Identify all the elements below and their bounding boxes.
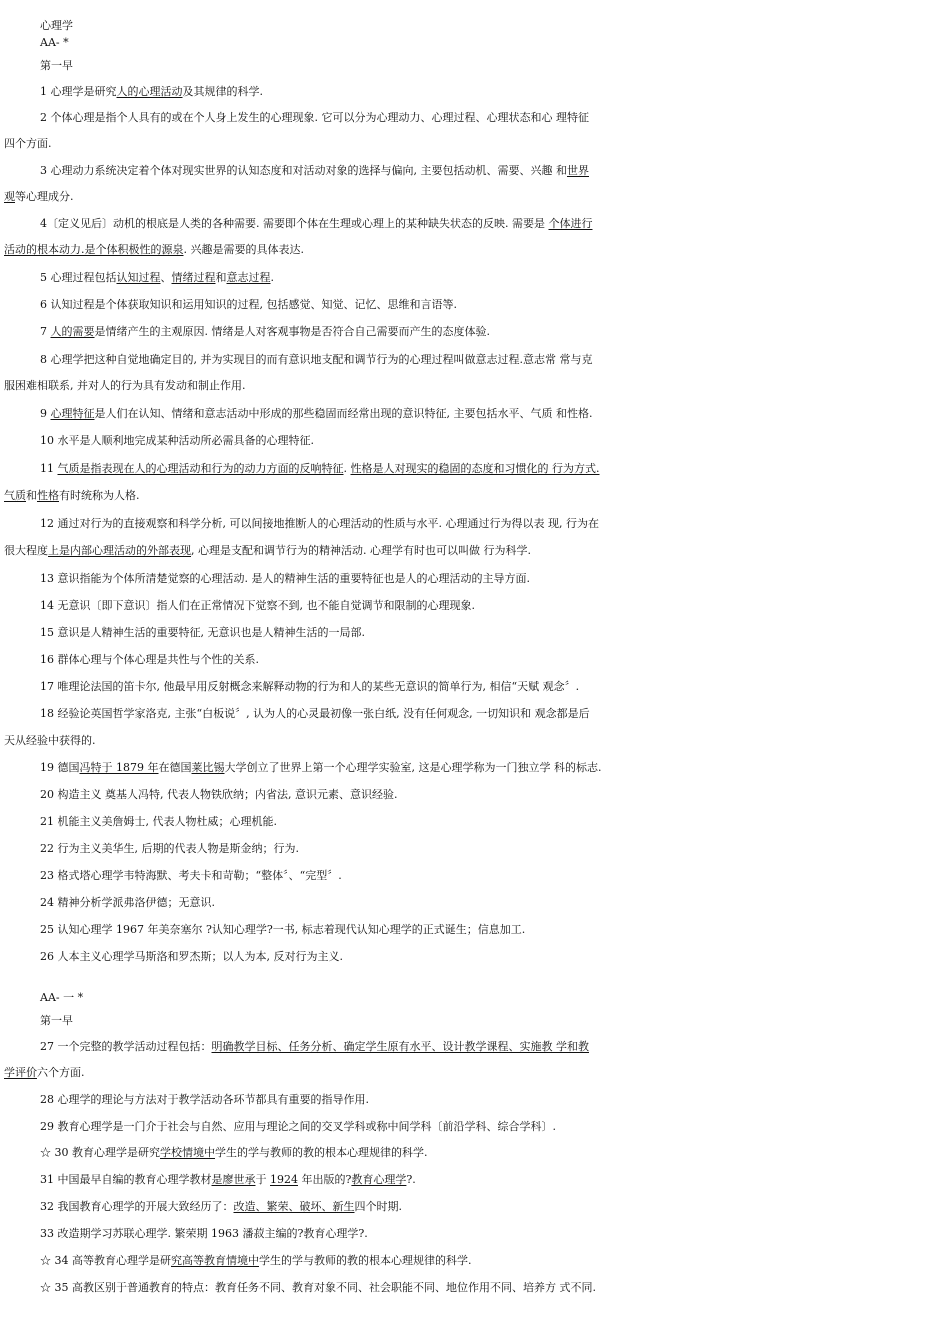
text-run: 年出版的?: [298, 1173, 352, 1186]
text-run: 6 认知过程是个体获取知识和运用知识的过程, 包括感觉、知觉、记忆、思维和言语等.: [40, 298, 457, 311]
text-run: ?.: [406, 1173, 416, 1186]
text-run: 1 心理学是研究: [40, 85, 117, 98]
list-item: [0, 596, 950, 616]
underlined-term: 认知过程: [116, 271, 161, 284]
underlined-term: 是廖世承: [211, 1173, 256, 1186]
text-run: 26 人本主义心理学马斯洛和罗杰斯；以人为本, 反对行为主义.: [40, 950, 343, 963]
text-run: 有时统称为人格.: [59, 489, 140, 502]
list-item: [0, 108, 950, 128]
underlined-term: 性格: [37, 489, 59, 502]
text-run: 27 一个完整的教学活动过程包括：: [40, 1040, 212, 1053]
list-item: [0, 1090, 950, 1110]
text-run: 服困难相联系, 并对人的行为具有发动和制止作用.: [4, 379, 246, 392]
list-item: [0, 839, 950, 859]
underlined-term: 个体进行: [548, 217, 593, 230]
list-item-continuation: [0, 541, 950, 561]
doc-title: 心理学: [40, 19, 73, 32]
text-run: 22 行为主义美华生, 后期的代表人物是斯金纳；行为.: [40, 842, 299, 855]
list-item: [0, 758, 950, 778]
text-run: 29 教育心理学是一门介于社会与自然、应用与理论之间的交叉学科或称中间学科〔前沿学科、综合学科〕.: [40, 1120, 556, 1133]
text-run: 4〔定义见后〕动机的根底是人类的各种需要. 需要即个体在生理或心理上的某种缺失状态的反映. 需要是: [40, 217, 549, 230]
text-run: 很大程度: [4, 544, 48, 557]
underlined-term: 上是内部心理活动的外部表现: [48, 544, 191, 557]
text-run: 3 心理动力系统决定着个体对现实世界的认知态度和对活动对象的选择与偏向, 主要包括动机、需要、兴趣 和: [40, 164, 567, 177]
text-run: 在德国: [158, 761, 192, 774]
list-item: [0, 214, 950, 234]
list-item: [0, 82, 950, 102]
text-run: 33 改造期学习苏联心理学. 繁荣期 1963 潘菽主编的?教育心理学?.: [40, 1227, 368, 1240]
list-item-continuation: [0, 240, 950, 260]
list-item-continuation: [0, 376, 950, 396]
list-item: [0, 1278, 950, 1298]
text-run: 13 意识指能为个体所清楚觉察的心理活动. 是人的精神生活的重要特征也是人的心理活动的主导方面.: [40, 572, 530, 585]
underlined-term: 学评价: [4, 1066, 37, 1079]
underlined-term: 明确教学目标、任务分析、确定学生原有水平、设计教学课程、实施教 学和教: [211, 1040, 589, 1053]
list-item: [0, 704, 950, 724]
text-run: 和: [26, 489, 37, 502]
list-item: [0, 1224, 950, 1244]
text-run: 32 我国教育心理学的开展大致经历了：: [40, 1200, 234, 1213]
list-item: [0, 161, 950, 181]
list-item: [0, 623, 950, 643]
text-run: ☆ 30 教育心理学是研究: [40, 1146, 160, 1159]
text-run: 10 水平是人顺利地完成某种活动所必需具备的心理特征.: [40, 434, 314, 447]
list-item: [0, 677, 950, 697]
text-run: 31 中国最早自编的教育心理学教材: [40, 1173, 212, 1186]
list-item-continuation: [0, 187, 950, 207]
text-run: ☆ 34 高等教育心理学是研: [40, 1254, 171, 1267]
underlined-term: 人的心理活动: [116, 85, 183, 98]
text-run: 学生的学与教师的教的根本心理规律的科学.: [215, 1146, 428, 1159]
text-run: 20 构造主义 奠基人冯特, 代表人物铁欣纳；内省法, 意识元素、意识经验.: [40, 788, 398, 801]
text-run: 天从经验中获得的.: [4, 734, 96, 747]
underlined-term: 观: [4, 190, 15, 203]
underlined-term: 人的需要: [50, 325, 95, 338]
list-item: [0, 785, 950, 805]
text-run: 16 群体心理与个体心理是共性与个性的关系.: [40, 653, 259, 666]
text-run: 是人们在认知、情绪和意志活动中形成的那些稳固而经常出现的意识特征, 主要包括水平、气质 和性格.: [94, 407, 593, 420]
text-run: 等心理成分.: [15, 190, 74, 203]
list-item: [0, 322, 950, 342]
list-item: [0, 569, 950, 589]
underlined-term: 莱比锡: [191, 761, 225, 774]
underlined-term: 改造、繁荣、破坏、新生: [233, 1200, 355, 1213]
list-item: [0, 459, 950, 479]
chapter-heading: 第一早: [40, 1014, 73, 1027]
text-run: 17 唯理论法国的笛卡尔, 他最早用反射概念来解释动物的行为和人的某些无意识的简单行为, 相信“天赋 观念〞.: [40, 680, 580, 693]
list-item: [0, 812, 950, 832]
underlined-term: 冯特于 1879 年: [79, 761, 159, 774]
list-item: [0, 431, 950, 451]
text-run: 11: [40, 462, 58, 475]
underlined-term: 气质: [4, 489, 26, 502]
underlined-term: 教育心理学: [351, 1173, 407, 1186]
text-run: 12 通过对行为的直接观察和科学分析, 可以间接地推断人的心理活动的性质与水平. 心理通过行为得以表 现, 行为在: [40, 517, 599, 530]
list-item: [0, 295, 950, 315]
text-run: ☆ 35 高教区别于普通教育的特点：教育任务不同、教育对象不同、社会职能不同、地位作用不同、培养方 式不同.: [40, 1281, 596, 1294]
list-item-continuation: [0, 486, 950, 506]
list-item: [0, 1037, 950, 1057]
text-run: 5 心理过程包括: [40, 271, 117, 284]
text-run: 7: [40, 325, 51, 338]
underlined-term: 学校情境中: [160, 1146, 215, 1159]
underlined-term: 意志过程: [226, 271, 271, 284]
text-run: 于: [255, 1173, 270, 1186]
text-run: 25 认知心理学 1967 年美奈塞尔 ?认知心理学?一书, 标志着现代认知心理学的正式诞生；信息加工.: [40, 923, 526, 936]
text-run: 15 意识是人精神生活的重要特征, 无意识也是人精神生活的一局部.: [40, 626, 365, 639]
underlined-term: 气质是指表现在人的心理活动和行为的动力方面的反响特征: [57, 462, 344, 475]
underlined-term: 情绪过程: [171, 271, 216, 284]
text-run: 19 德国: [40, 761, 80, 774]
list-item: [0, 1251, 950, 1271]
text-run: 18 经验论英国哲学家洛克, 主张“白板说〞, 认为人的心灵最初像一张白纸, 没有任何观念, 一切知识和 观念都是后: [40, 707, 590, 720]
text-run: .: [270, 271, 274, 284]
text-run: 大学创立了世界上第一个心理学实验室, 这是心理学称为一门独立学 科的标志.: [224, 761, 602, 774]
underlined-term: 心理特征: [50, 407, 95, 420]
text-run: 和: [215, 271, 227, 284]
text-run: 24 精神分析学派弗洛伊德；无意识.: [40, 896, 215, 909]
text-run: , 心理是支配和调节行为的精神活动. 心理学有时也可以叫做 行为科学.: [191, 544, 531, 557]
list-item: [0, 947, 950, 967]
text-run: 学生的学与教师的教的根本心理规律的科学.: [259, 1254, 472, 1267]
list-item: [0, 650, 950, 670]
list-item: [0, 1197, 950, 1217]
text-run: 、: [160, 271, 172, 284]
text-run: 及其规律的科学.: [182, 85, 263, 98]
list-item: [0, 866, 950, 886]
underlined-term: 世界: [566, 164, 589, 177]
text-run: 四个时期.: [354, 1200, 402, 1213]
section-code: AA- 一 *: [40, 991, 84, 1004]
list-item-continuation: [0, 134, 950, 154]
text-run: 9: [40, 407, 51, 420]
underlined-term: 活动的根本动力.是个体积极性的源泉: [4, 243, 184, 256]
list-item: [0, 268, 950, 288]
text-run: 28 心理学的理论与方法对于教学活动各环节都具有重要的指导作用.: [40, 1093, 369, 1106]
text-run: 四个方面.: [4, 137, 52, 150]
list-item: [0, 1170, 950, 1190]
text-run: . 兴趣是需要的具体表达.: [183, 243, 304, 256]
text-run: .: [343, 462, 351, 475]
text-run: 23 格式塔心理学韦特海默、考夫卡和苛勒；“整体〞、“完型〞.: [40, 869, 342, 882]
list-item: [0, 1117, 950, 1137]
text-run: 8 心理学把这种自觉地确定目的, 并为实现目的而有意识地支配和调节行为的心理过程叫做意志过程.意志常 常与克: [40, 353, 593, 366]
list-item: [0, 920, 950, 940]
list-item: [0, 1143, 950, 1163]
list-item: [0, 350, 950, 370]
text-run: 六个方面.: [37, 1066, 85, 1079]
list-item: [0, 514, 950, 534]
text-run: 21 机能主义美詹姆士, 代表人物杜威；心理机能.: [40, 815, 277, 828]
text-run: 14 无意识〔即下意识〕指人们在正常情况下觉察不到, 也不能自觉调节和限制的心理现象.: [40, 599, 475, 612]
underlined-term: 1924: [270, 1173, 298, 1186]
list-item-continuation: [0, 731, 950, 751]
text-run: 2 个体心理是指个人具有的或在个人身上发生的心理现象. 它可以分为心理动力、心理过程、心理状态和心 理特征: [40, 111, 589, 124]
text-run: 是情绪产生的主观原因. 情绪是人对客观事物是否符合自己需要而产生的态度体验.: [94, 325, 490, 338]
list-item: [0, 404, 950, 424]
underlined-term: 性格是人对现实的稳固的态度和习惯化的 行为方式.: [350, 462, 600, 475]
underlined-term: 究高等教育情境中: [171, 1254, 259, 1267]
chapter-heading: 第一早: [40, 59, 73, 72]
list-item-continuation: [0, 1063, 950, 1083]
section-code: AA- *: [40, 36, 69, 49]
list-item: [0, 893, 950, 913]
